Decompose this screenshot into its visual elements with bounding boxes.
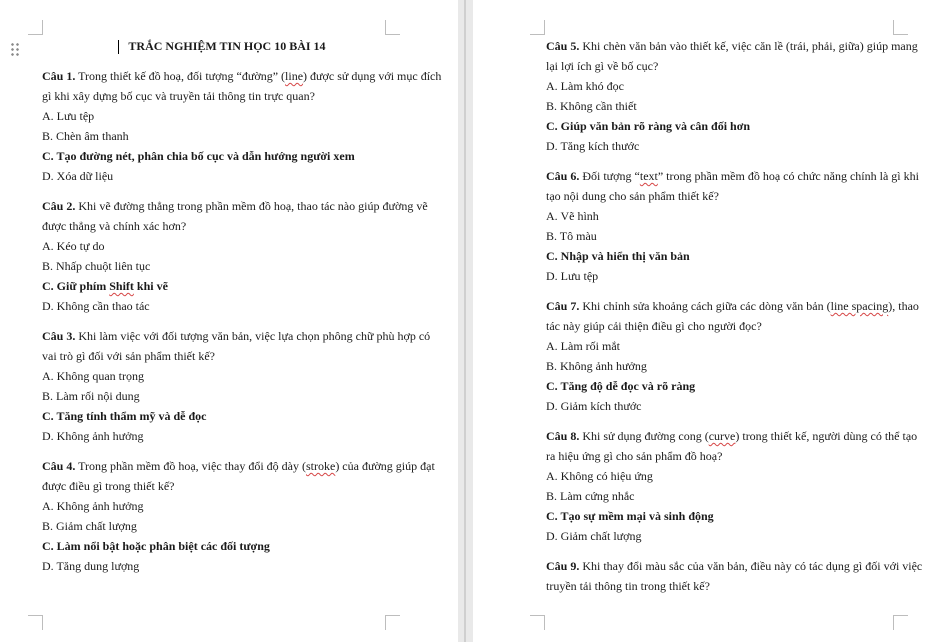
margin-corner [893, 615, 908, 630]
question-label: Câu 7. [546, 299, 580, 313]
question-body: Khi chèn văn bản vào thiết kế, việc căn lề (trái, phải, giữa) giúp mang lại lợi ích gì về bố cục? [546, 39, 918, 73]
question-text [42, 196, 442, 236]
answer-option-d: D. Lưu tệp [546, 269, 599, 283]
question-text [42, 66, 442, 106]
answer-option-c-correct: C. Làm nổi bật hoặc phân biệt các đối tượng [42, 539, 270, 553]
question-label: Câu 2. [42, 199, 76, 213]
question-body: ), thao tác này giúp cải thiện điều gì cho người đọc? [546, 299, 919, 333]
question-text [546, 426, 926, 466]
document-page-left[interactable] [0, 0, 458, 642]
question-body: Khi thay đổi màu sắc của văn bản, điều này có tác dụng gì đối với việc truyền tải thông tin trong thiết kế? [546, 559, 923, 593]
answer-option-a: A. Không ảnh hưởng [42, 499, 144, 513]
question-text [546, 166, 926, 206]
question-block [42, 326, 442, 446]
question-block [546, 296, 926, 416]
spellcheck-word: line spacing [830, 299, 889, 313]
spellcheck-word: stroke [305, 459, 336, 473]
spellcheck-word: Shift [109, 279, 134, 293]
question-body: Khi vẽ đường thẳng trong phần mềm đồ hoạ, thao tác nào giúp đường vẽ được thẳng và chính xác hơn? [42, 199, 428, 233]
question-text [546, 36, 926, 76]
answer-option-d: D. Xóa dữ liệu [42, 169, 114, 183]
question-body: Khi chỉnh sửa khoảng cách giữa các dòng văn bản ( [579, 299, 831, 313]
question-body: ) trong thiết kế, người dùng có thể tạo ra hiệu ứng gì cho sản phẩm đồ hoạ? [546, 429, 918, 463]
answer-option-d: D. Tăng kích thước [546, 139, 640, 153]
question-label: Câu 1. [42, 69, 76, 83]
answer-option-c-correct: C. Tạo đường nét, phân chia bố cục và dẫn hướng người xem [42, 149, 355, 163]
answer-option-a: A. Làm rối mắt [546, 339, 620, 353]
margin-corner [893, 20, 908, 35]
question-body: Khi sử dụng đường cong ( [579, 429, 709, 443]
question-body: ) được sử dụng với mục đích gì khi xây dựng bố cục và truyền tải thông tin trực quan? [42, 69, 442, 103]
question-text [42, 326, 442, 366]
question-text [546, 296, 926, 336]
answer-option-d: D. Không cần thao tác [42, 299, 150, 313]
answer-option-d: D. Tăng dung lượng [42, 559, 140, 573]
question-label: Câu 5. [546, 39, 580, 53]
answer-option-c-correct: C. Nhập và hiển thị văn bản [546, 249, 690, 263]
margin-corner [28, 20, 43, 35]
option-text: khi vẽ [133, 279, 168, 293]
answer-option-b: B. Chèn âm thanh [42, 129, 129, 143]
question-block [546, 556, 926, 596]
question-body: ” trong phần mềm đồ hoạ có chức năng chính là gì khi tạo nội dung cho sản phẩm thiết kế? [546, 169, 919, 203]
answer-option-a: A. Kéo tự do [42, 239, 105, 253]
question-text [42, 456, 442, 496]
question-body: Trong phần mềm đồ hoạ, việc thay đổi độ dày ( [75, 459, 306, 473]
question-text [546, 556, 926, 596]
margin-corner [530, 20, 545, 35]
answer-option-c-correct [42, 276, 442, 296]
answer-option-d: D. Giảm chất lượng [546, 529, 642, 543]
margin-corner [385, 615, 400, 630]
question-block [42, 66, 442, 186]
answer-option-b: B. Tô màu [546, 229, 597, 243]
answer-option-a: A. Không có hiệu ứng [546, 469, 653, 483]
answer-option-a: A. Vẽ hình [546, 209, 599, 223]
question-block [546, 36, 926, 156]
answer-option-b: B. Làm cứng nhắc [546, 489, 635, 503]
option-text: C. Giữ phím [42, 279, 110, 293]
question-label: Câu 4. [42, 459, 76, 473]
question-label: Câu 9. [546, 559, 580, 573]
question-body: ) của đường giúp đạt được điều gì trong thiết kế? [42, 459, 435, 493]
page-divider [464, 0, 466, 642]
page-content[interactable] [546, 36, 926, 596]
answer-option-c-correct: C. Tạo sự mềm mại và sinh động [546, 509, 714, 523]
question-label: Câu 8. [546, 429, 580, 443]
document-page-right[interactable] [473, 0, 941, 642]
answer-option-b: B. Không ảnh hưởng [546, 359, 647, 373]
document-title: TRẮC NGHIỆM TIN HỌC 10 BÀI 14 [128, 39, 326, 53]
margin-corner [530, 615, 545, 630]
spellcheck-word: text [639, 169, 658, 183]
margin-corner [385, 20, 400, 35]
margin-corner [28, 615, 43, 630]
question-block [546, 166, 926, 286]
answer-option-b: B. Làm rối nội dung [42, 389, 140, 403]
page-content[interactable] [42, 36, 442, 576]
question-block [42, 196, 442, 316]
spellcheck-word: curve [708, 429, 736, 443]
answer-option-b: B. Nhấp chuột liên tục [42, 259, 151, 273]
answer-option-b: B. Không cần thiết [546, 99, 637, 113]
question-body: Trong thiết kế đồ hoạ, đối tượng “đường” ( [75, 69, 286, 83]
answer-option-a: A. Làm khó đọc [546, 79, 624, 93]
answer-option-c-correct: C. Giúp văn bản rõ ràng và cân đối hơn [546, 119, 751, 133]
question-block [42, 456, 442, 576]
answer-option-d: D. Không ảnh hưởng [42, 429, 144, 443]
question-body: Đối tượng “ [579, 169, 640, 183]
answer-option-d: D. Giảm kích thước [546, 399, 642, 413]
question-label: Câu 6. [546, 169, 580, 183]
answer-option-b: B. Giảm chất lượng [42, 519, 137, 533]
answer-option-a: A. Không quan trọng [42, 369, 144, 383]
answer-option-c-correct: C. Tăng tính thẩm mỹ và dễ đọc [42, 409, 207, 423]
answer-option-a: A. Lưu tệp [42, 109, 95, 123]
answer-option-c-correct: C. Tăng độ dễ đọc và rõ ràng [546, 379, 696, 393]
question-block [546, 426, 926, 546]
question-body: Khi làm việc với đối tượng văn bản, việc lựa chọn phông chữ phù hợp có vai trò gì đối với sản phẩm thiết kế? [42, 329, 431, 363]
spellcheck-word: line [285, 69, 304, 83]
question-label: Câu 3. [42, 329, 76, 343]
